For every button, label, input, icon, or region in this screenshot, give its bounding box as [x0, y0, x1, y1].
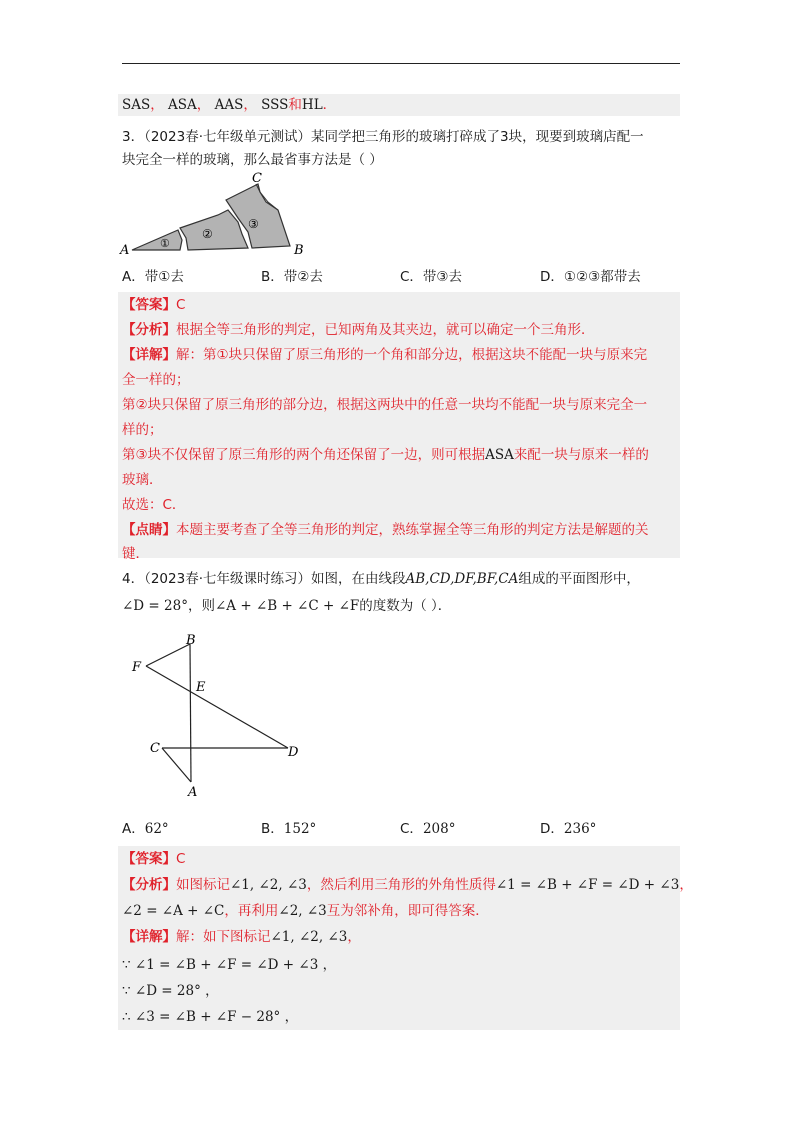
glass-piece-1: [132, 230, 182, 250]
segment-df: [146, 666, 288, 748]
label-piece-2: ②: [202, 227, 213, 241]
q4-option-a: A．62°: [122, 821, 169, 837]
q3-comment-line2: 键．: [122, 546, 149, 562]
q3-detail-line6: 玻璃．: [122, 472, 163, 488]
q3-figure: [118, 170, 318, 260]
q4-detail: 【详解】解：如下图标记∠1, ∠2, ∠3，: [122, 929, 361, 945]
q4-option-d: D．236°: [540, 821, 597, 837]
point-b: B: [294, 243, 304, 258]
q4-step-3: ∴ ∠3 = ∠B + ∠F − 28° ，: [122, 1009, 299, 1025]
label-piece-3: ③: [248, 217, 259, 231]
q3-option-c: C．带③去: [400, 269, 463, 285]
point-c: C: [252, 171, 262, 186]
segment-bf: [146, 644, 190, 666]
q3-stem-line2: 块完全一样的玻璃，那么最省事方法是（ ）: [122, 152, 383, 168]
segment-ba: [190, 644, 191, 782]
q4-step-2: ∵ ∠D = 28° ，: [122, 983, 219, 999]
q3-detail-line3: 第②块只保留了原三角形的部分边，根据这两块中的任意一块均不能配一块与原来完全一: [122, 397, 648, 413]
point-e: E: [196, 680, 206, 695]
q3-option-d: D．①②③都带去: [540, 269, 641, 285]
q3-option-b: B．带②去: [261, 269, 323, 285]
header-rule: [122, 63, 680, 64]
point-b: B: [186, 634, 196, 648]
q3-detail-line4: 样的；: [122, 422, 163, 438]
q3-detail-line5: 第③块不仅保留了原三角形的两个角还保留了一边，则可根据ASA来配一块与原来一样的: [122, 447, 649, 463]
q4-stem-line2: ∠D = 28°，则∠A + ∠B + ∠C + ∠F的度数为（ ）．: [122, 598, 452, 614]
q3-answer: 【答案】C: [122, 297, 186, 313]
segment-ca: [162, 748, 191, 782]
q3-choose: 故选：C．: [122, 497, 186, 513]
q4-answer: 【答案】C: [122, 851, 186, 867]
point-a: A: [120, 243, 130, 258]
q4-step-1: ∵ ∠1 = ∠B + ∠F = ∠D + ∠3 ，: [122, 957, 337, 973]
q4-analysis-line2: ∠2 = ∠A + ∠C，再利用∠2, ∠3互为邻补角，即可得答案．: [122, 903, 489, 919]
q3-comment: 【点睛】本题主要考查了全等三角形的判定，熟练掌握全等三角形的判定方法是解题的关: [122, 522, 649, 538]
point-d: D: [288, 745, 299, 760]
q4-figure: [128, 634, 328, 804]
q3-stem-line1: 3．（2023春·七年级单元测试）某同学把三角形的玻璃打碎成了3块，现要到玻璃店配一: [122, 129, 644, 145]
point-c: C: [150, 741, 160, 756]
q3-detail: 【详解】解：第①块只保留了原三角形的一个角和部分边，根据这块不能配一块与原来完: [122, 347, 648, 363]
q4-option-c: C．208°: [400, 821, 456, 837]
label-piece-1: ①: [160, 237, 170, 250]
q3-analysis: 【分析】根据全等三角形的判定，已知两角及其夹边，就可以确定一个三角形．: [122, 322, 595, 338]
point-a: A: [188, 785, 198, 800]
q4-option-b: B．152°: [261, 821, 317, 837]
criteria-line: SAS， ASA， AAS， SSS和HL．: [122, 97, 337, 113]
q4-stem-line1: 4．（2023春·七年级课时练习）如图，在由线段AB,CD,DF,BF,CA组成的平面图形中，: [122, 571, 640, 587]
q3-option-a: A．带①去: [122, 269, 184, 285]
q3-detail-line2: 全一样的；: [122, 372, 190, 388]
point-f: F: [132, 660, 142, 675]
q4-analysis: 【分析】如图标记∠1, ∠2, ∠3，然后利用三角形的外角性质得∠1 = ∠B + ∠F = ∠D + ∠3，: [122, 877, 693, 893]
